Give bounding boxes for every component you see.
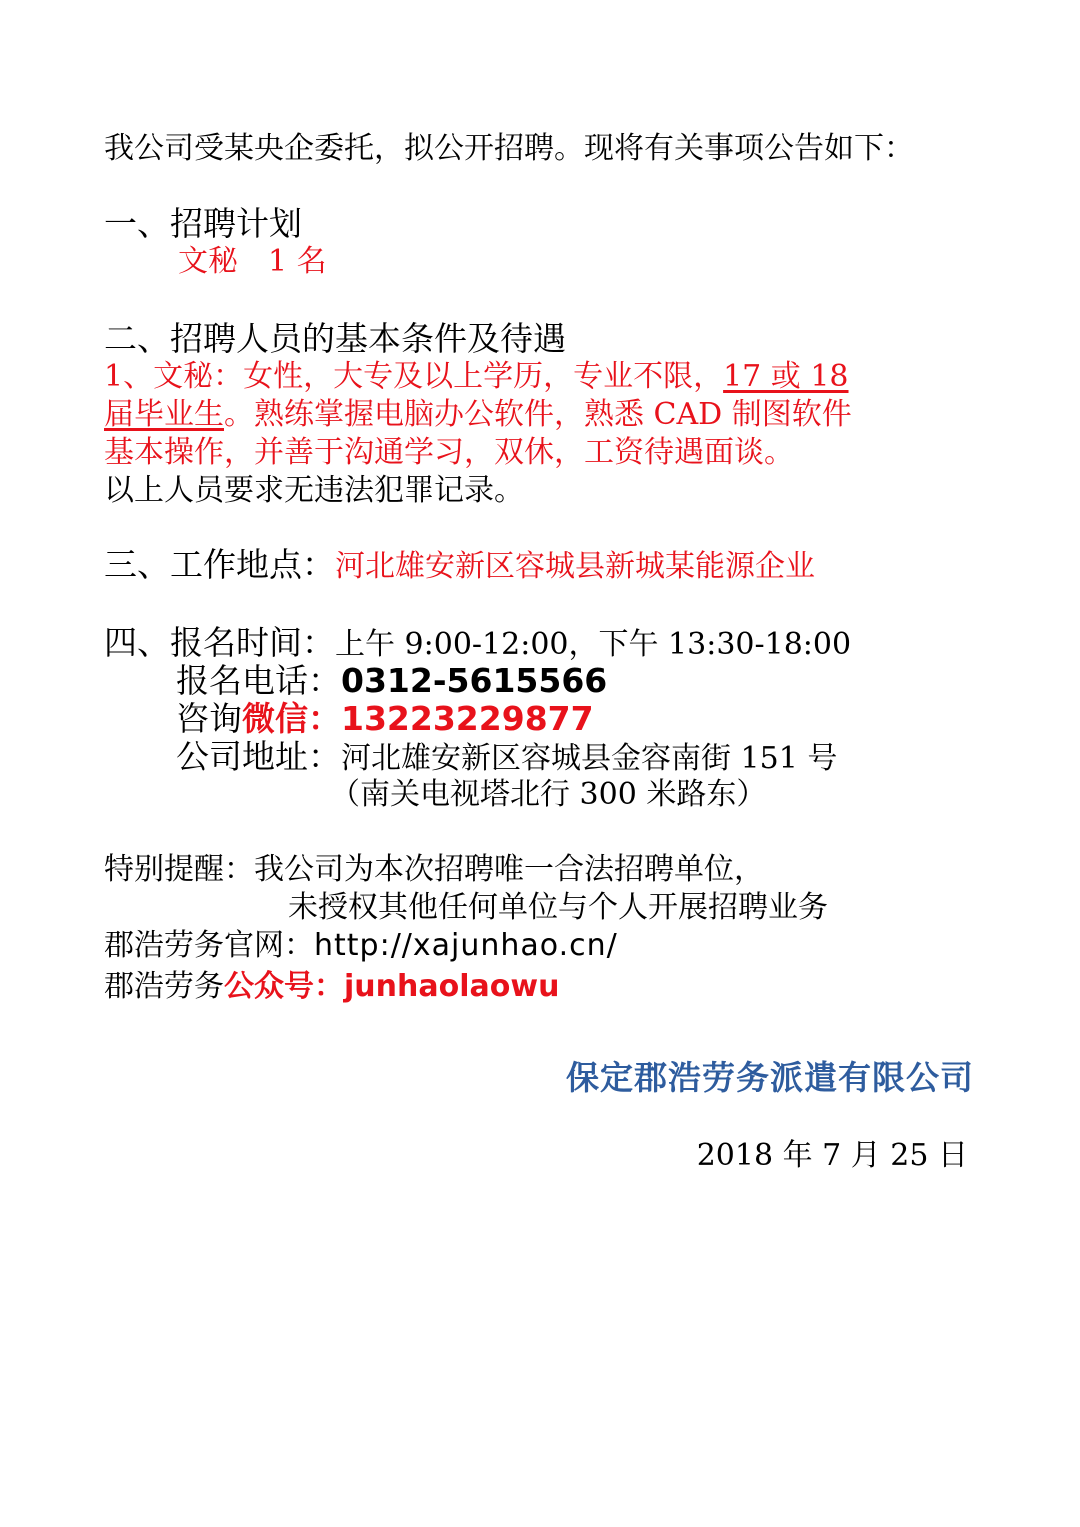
intro-text: 我公司受某央企委托，拟公开招聘。现将有关事项公告如下： bbox=[104, 131, 914, 166]
section2-line1-text: 1、文秘：女性，大专及以上学历，专业不限， bbox=[104, 359, 724, 394]
section2-line2-text: 。熟练掌握电脑办公软件，熟悉 CAD 制图软件 bbox=[224, 397, 852, 432]
public-account-label: 郡浩劳务 bbox=[104, 969, 224, 1004]
company-address: 河北雄安新区容城县金容南街 151 号 bbox=[341, 741, 838, 776]
address-note: （南关电视塔北行 300 米路东） bbox=[330, 777, 767, 812]
wechat-label: 咨询 bbox=[176, 699, 242, 738]
work-location: 河北雄安新区容城县新城某能源企业 bbox=[335, 549, 815, 584]
section2-heading: 二、招聘人员的基本条件及待遇 bbox=[104, 319, 566, 358]
public-account-label-red: 公众号： bbox=[224, 969, 344, 1004]
section3-line bbox=[104, 546, 815, 585]
section2-line4: 以上人员要求无违法犯罪记录。 bbox=[104, 473, 524, 508]
notice-line1 bbox=[104, 853, 764, 888]
section1-detail: 文秘 1 名 bbox=[178, 244, 327, 279]
section3-heading: 三、工作地点： bbox=[104, 545, 335, 584]
wechat-line bbox=[176, 700, 594, 738]
announcement-date: 2018 年 7 月 25 日 bbox=[696, 1138, 968, 1173]
website-label: 郡浩劳务官网： bbox=[104, 928, 314, 963]
notice-label: 特别提醒： bbox=[104, 852, 254, 887]
phone-label: 报名电话： bbox=[176, 661, 341, 700]
address-label: 公司地址： bbox=[176, 737, 341, 776]
wechat-label-red: 微信： bbox=[242, 699, 341, 738]
address-line bbox=[176, 738, 837, 777]
public-account-id: junhaolaowu bbox=[344, 969, 560, 1004]
notice-text2: 未授权其他任何单位与个人开展招聘业务 bbox=[288, 890, 828, 925]
section4-time-line bbox=[104, 624, 851, 663]
registration-time: 上午 9:00-12:00，下午 13:30-18:00 bbox=[335, 627, 852, 662]
section1-heading: 一、招聘计划 bbox=[104, 204, 302, 243]
notice-text1: 我公司为本次招聘唯一合法招聘单位， bbox=[254, 852, 764, 887]
phone-line bbox=[176, 662, 607, 700]
section2-line1 bbox=[104, 360, 849, 395]
section2-line2 bbox=[104, 398, 852, 433]
website-line bbox=[104, 929, 618, 964]
graduation-year: 17 或 18 bbox=[723, 359, 849, 394]
graduate-label: 届毕业生 bbox=[104, 397, 224, 432]
company-name: 保定郡浩劳务派遣有限公司 bbox=[566, 1058, 974, 1097]
section4-heading: 四、报名时间： bbox=[104, 623, 335, 662]
section2-line3: 基本操作，并善于沟通学习，双休，工资待遇面谈。 bbox=[104, 435, 794, 470]
phone-number: 0312-5615566 bbox=[341, 661, 608, 700]
website-link[interactable]: http://xajunhao.cn/ bbox=[314, 928, 618, 963]
public-account-line bbox=[104, 970, 559, 1005]
wechat-number: 13223229877 bbox=[341, 699, 594, 738]
